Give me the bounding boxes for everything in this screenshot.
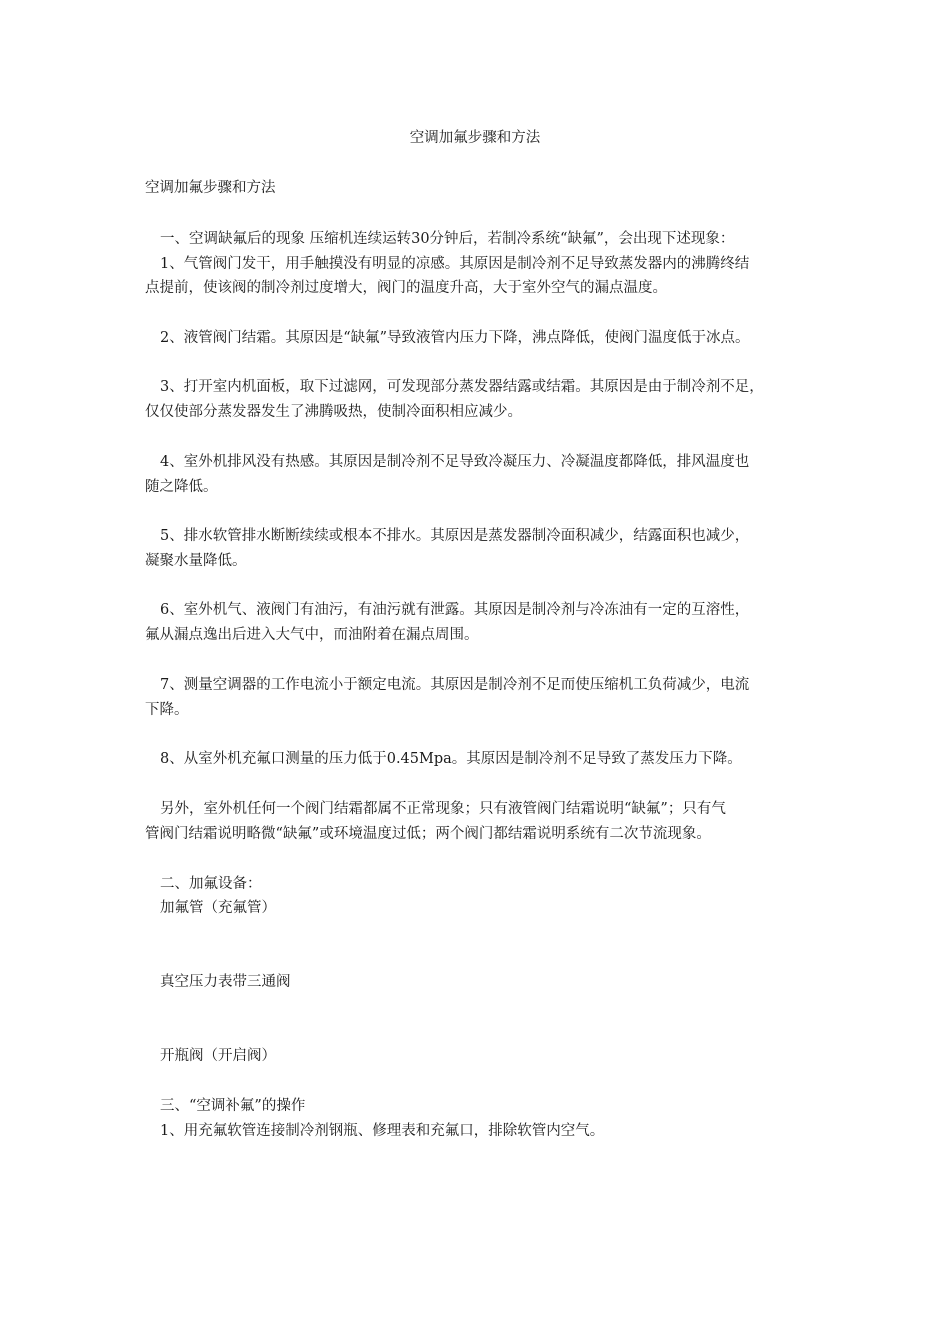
- para7-line2: 下降。: [145, 702, 189, 718]
- note-line1: 另外，室外机任何一个阀门结霜都属不正常现象；只有液管阀门结霜说明“缺氟”；只有气: [160, 801, 726, 817]
- document-title: 空调加氟步骤和方法: [409, 130, 541, 146]
- para4-line1: 4、室外机排风没有热感。其原因是制冷剂不足导致冷凝压力、冷凝温度都降低，排风温度也: [160, 454, 750, 470]
- note-line2: 管阀门结霜说明略微“缺氟”或环境温度过低；两个阀门都结霜说明系统有二次节流现象。: [145, 826, 711, 842]
- para1-line2: 点提前，使该阀的制冷剂过度增大，阀门的温度升高，大于室外空气的漏点温度。: [145, 280, 667, 296]
- para5-line2: 凝聚水量降低。: [145, 553, 247, 569]
- para7-line1: 7、测量空调器的工作电流小于额定电流。其原因是制冷剂不足而使压缩机工负荷减少，电流: [160, 677, 750, 693]
- para3-line2: 仅仅使部分蒸发器发生了沸腾吸热，使制冷面积相应减少。: [145, 404, 522, 420]
- para5-line1: 5、排水软管排水断断续续或根本不排水。其原因是蒸发器制冷面积减少，结露面积也减少，: [160, 528, 750, 544]
- para6-line1: 6、室外机气、液阀门有油污，有油污就有泄露。其原因是制冷剂与冷冻油有一定的互溶性，: [160, 602, 750, 618]
- section3-heading: 三、“空调补氟”的操作: [160, 1098, 306, 1114]
- section3-step1: 1、用充氟软管连接制冷剂钢瓶、修理表和充氟口，排除软管内空气。: [160, 1123, 605, 1139]
- section1-intro: 一、空调缺氟后的现象 压缩机连续运转30分钟后，若制冷系统“缺氟”，会出现下述现象：: [160, 231, 735, 247]
- equipment-item-3: 开瓶阀（开启阀）: [160, 1048, 276, 1064]
- para8: 8、从室外机充氟口测量的压力低于0.45Mpa。其原因是制冷剂不足导致了蒸发压力下降。: [160, 751, 742, 767]
- para1-line1: 1、气管阀门发干，用手触摸没有明显的凉感。其原因是制冷剂不足导致蒸发器内的沸腾终结: [160, 256, 750, 272]
- para6-line2: 氟从漏点逸出后进入大气中，而油附着在漏点周围。: [145, 627, 479, 643]
- section2-heading: 二、加氟设备：: [160, 876, 262, 892]
- para2: 2、液管阀门结霜。其原因是“缺氟”导致液管内压力下降，沸点降低，使阀门温度低于冰点。: [160, 330, 750, 346]
- equipment-item-1: 加氟管（充氟管）: [160, 900, 276, 916]
- para4-line2: 随之降低。: [145, 479, 218, 495]
- equipment-item-2: 真空压力表带三通阀: [160, 974, 291, 990]
- para3-line1: 3、打开室内机面板，取下过滤网，可发现部分蒸发器结露或结霜。其原因是由于制冷剂不足，: [160, 379, 764, 395]
- section-heading: 空调加氟步骤和方法: [145, 180, 276, 196]
